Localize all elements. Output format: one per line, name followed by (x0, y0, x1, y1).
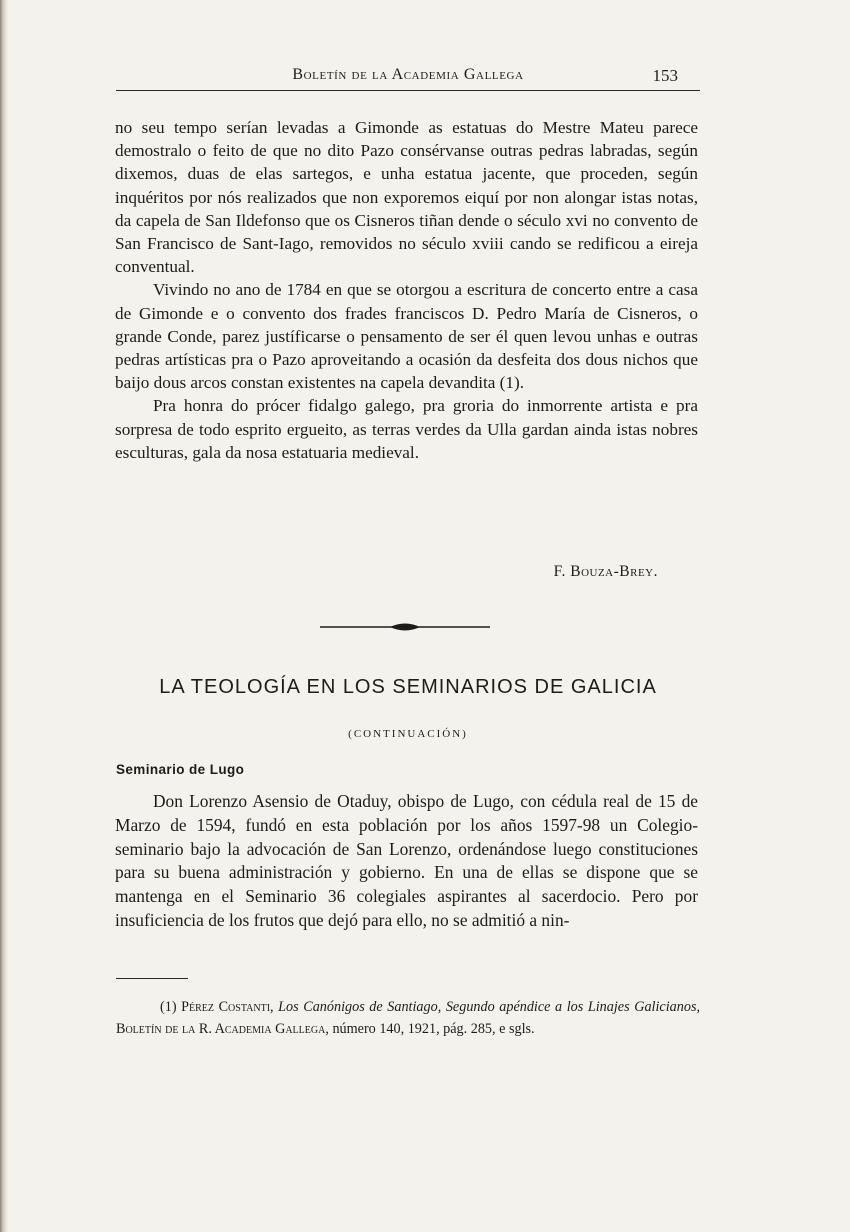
footnote-details: número 140, 1921, pág. 285, e sgls. (332, 1021, 535, 1037)
article-conclusion (115, 116, 698, 464)
article-subtitle: (CONTINUACIÓN) (348, 728, 468, 740)
running-title: Boletín de la Academia Gallega (292, 66, 524, 83)
article-title: LA TEOLOGÍA EN LOS SEMINARIOS DE GALICIA (159, 676, 657, 698)
section-heading: Seminario de Lugo (116, 762, 245, 777)
paragraph: Pra honra do prócer fidalgo galego, pra groria do inmorrente artista e pra sorpresa de todo esprito ergueito, as terras verdes da Ulla gardan ainda istas nobres esculturas, gala da nosa estatuaria medieval. (115, 396, 698, 462)
footnote (116, 996, 700, 1040)
signature-name: Bouza-Brey. (570, 563, 658, 580)
paragraph: Vivindo no ano de 1784 en que se otorgou a escritura de concerto entre a casa de Gimonde e o convento dos frades franciscos D. Pedro María de Cisneros, o grande Conde, parez justíficarse o pensamento de ser él quen levou unhas e outras pedras artísticas pra o Pazo aproveitando a ocasión da desfeita dos dous nichos que baijo dous arcos constan existentes na capela devandita (1). (115, 280, 698, 393)
paragraph: no seu tempo serían levadas a Gimonde as estatuas do Mestre Mateu parece demostralo o feito de que no dito Pazo consérvanse outras pedras labradas, según dixemos, duas de elas sartegos, e unha estatua jacente, que proceden, según inquéritos por nós realizados que non exporemos eiquí por non alongar istas notas, da capela de San Ildefonso que os Cisneros tiñan dende o século xvi no convento de San Francisco de Sant-Iago, removidos no século xviii cando se redificou a eireja conventual. (115, 118, 698, 277)
article-body (115, 790, 698, 933)
footnote-work-title: Los Canónigos de Santiago, Segundo apéndice a los Linajes Galicianos, (278, 999, 701, 1015)
author-signature (430, 563, 658, 581)
paragraph: Don Lorenzo Asensio de Otaduy, obispo de Lugo, con cédula real de 15 de Marzo de 1594, fundó en esta población por los años 1597-98 un Colegio-seminario bajo la advocación de San Lorenzo, ordenándose luego constituciones para su buena administración y gobierno. En una de ellas se dispone que se mantenga en el Seminario 36 colegiales aspirantes al sacerdocio. Pero por insuficiencia de los frutos que dejó para ello, no se admitió a nin- (115, 791, 698, 930)
footnote-marker: (1) (160, 999, 177, 1015)
page-number: 153 (652, 66, 678, 85)
signature-initial: F. (553, 563, 566, 580)
section-divider-ornament (318, 620, 492, 634)
page-header (116, 64, 700, 91)
footnote-author: Pérez Costanti, (181, 999, 274, 1015)
footnote-rule (116, 978, 188, 979)
footnote-journal: Boletín de la R. Academia Gallega, (116, 1021, 329, 1037)
page-left-edge (0, 0, 8, 1232)
